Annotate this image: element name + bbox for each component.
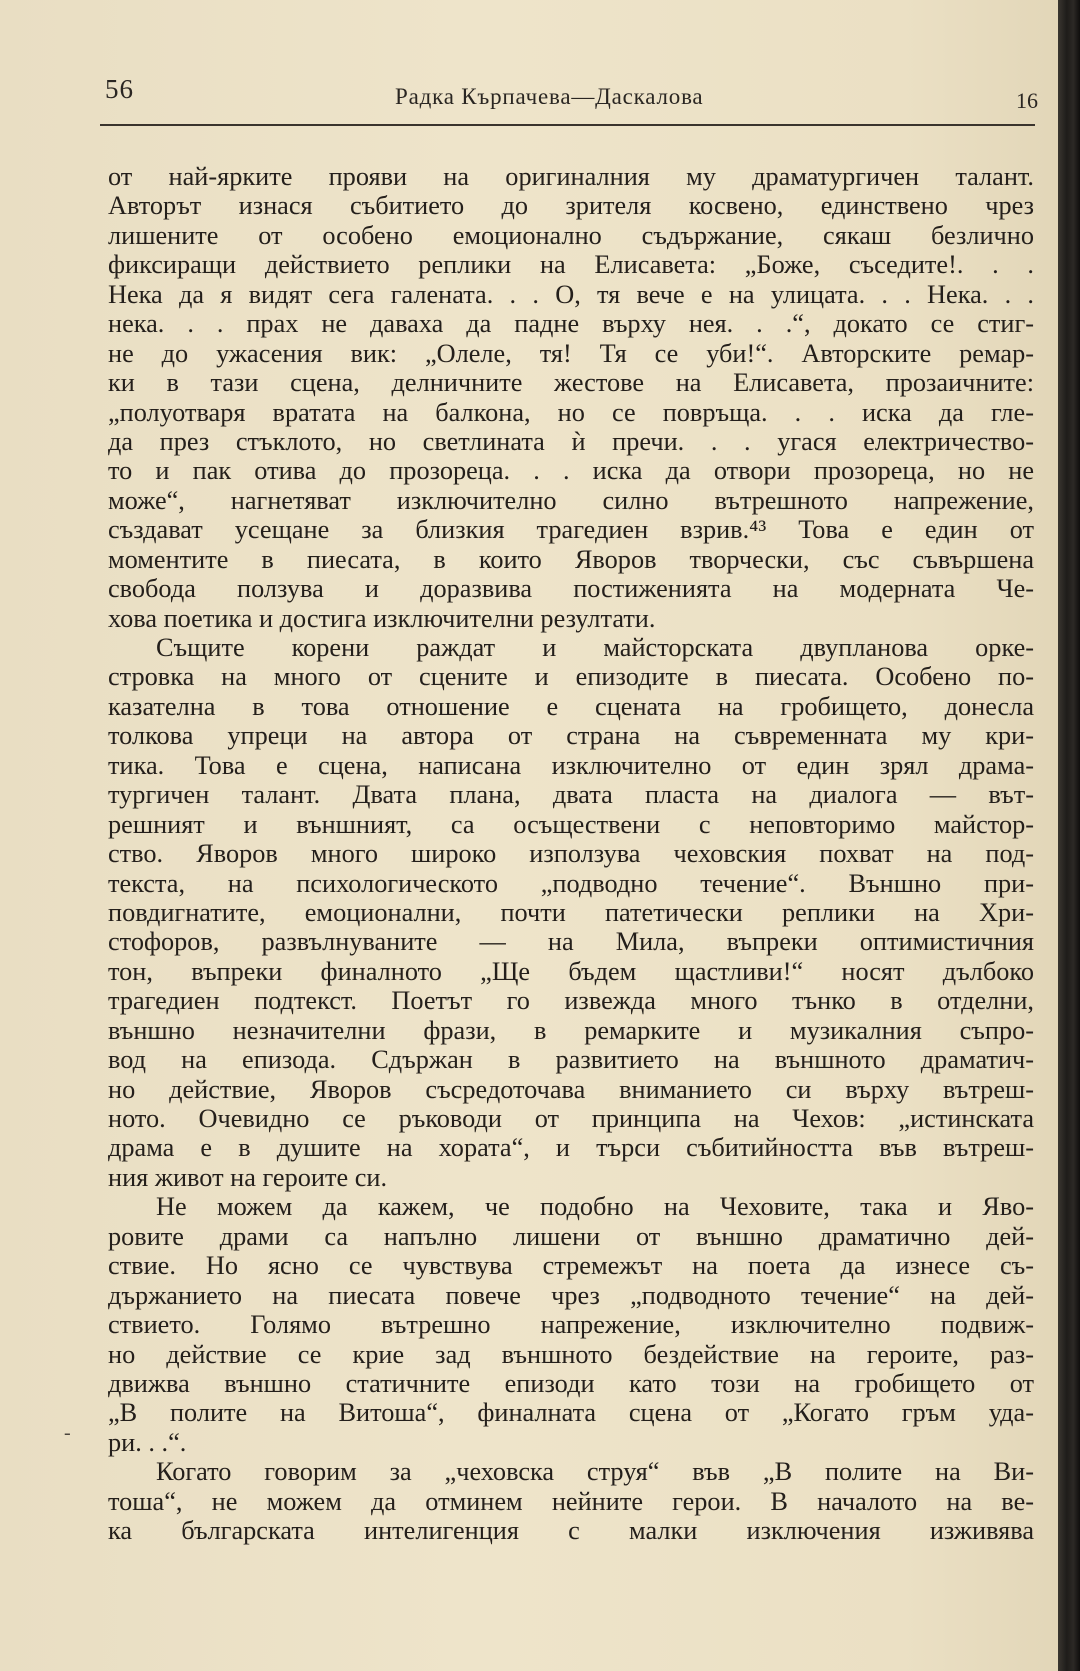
text-line: може“, нагнетяват изключително силно вътрешното напрежение,: [108, 485, 1034, 515]
text-line: тика. Това е сцена, написана изключително от един зрял драма-: [108, 750, 1034, 780]
text-line: нека. . . прах не даваха да падне върху нея. . .“, докато се стиг-: [108, 309, 1034, 339]
text-line: хова поетика и достига изключителни резултати.: [108, 603, 656, 633]
text-line: ното. Очевидно се ръководи от принципа на Чехов: „истинската: [108, 1104, 1034, 1133]
text-line: държанието на пиесата повече чрез „подводното течение“ на дей-: [108, 1280, 1034, 1310]
text-line: ствие. Но ясно се чувствува стремежът на поета да изнесе съ-: [108, 1251, 1034, 1281]
text-line: трагедиен подтекст. Поетът го извежда много тънко в отделни,: [108, 986, 1034, 1016]
text-line: Не можем да кажем, че подобно на Чеховите, така и Яво-: [156, 1192, 1034, 1222]
text-line: Нека да я видят сега галената. . . О, тя вече е на улицата. . . Нека. . .: [108, 279, 1034, 309]
text-line: повдигнатите, емоционални, почти патетически реплики на Хри-: [108, 897, 1034, 927]
text-line: лишените от особено емоционално съдържание, сякаш безлично: [108, 220, 1034, 250]
page-number: 56: [105, 74, 134, 104]
text-line: стровка на много от сцените и епизодите в пиесата. Особено по-: [108, 662, 1034, 692]
text-line: не до ужасения вик: „Олеле, тя! Тя се уби!“. Авторските ремар-: [108, 338, 1034, 368]
text-line: ровите драми са напълно лишени от външно драматично дей-: [108, 1221, 1034, 1251]
text-line: ство. Яворов много широко използува чеховския похват на под-: [108, 839, 1034, 869]
text-line: свобода ползува и доразвива постиженията на модерната Че-: [108, 574, 1034, 604]
text-line: вод на епизода. Сдържан в развитието на външното драматич-: [108, 1045, 1034, 1075]
text-line: тон, въпреки финалното „Ще бъдем щастливи!“ носят дълбоко: [108, 956, 1034, 986]
text-line: Авторът изнася събитието до зрителя косвено, единствено чрез: [108, 191, 1034, 221]
text-line: ка българската интелигенция с малки изключения изживява: [108, 1516, 1034, 1546]
text-line: „В полите на Витоша“, финалната сцена от „Когато гръм уда-: [108, 1398, 1034, 1428]
text-line: ствието. Голямо вътрешно напрежение, изключително подвиж-: [108, 1310, 1034, 1340]
margin-mark: -: [64, 1422, 71, 1444]
text-line: Същите корени раждат и майсторската двупланова орке-: [156, 633, 1034, 662]
text-line: „полуотваря вратата на балкона, но се повръща. . . иска да гле-: [108, 397, 1034, 427]
text-line: ри. . .“.: [108, 1427, 187, 1457]
text-line: да през стъклото, но светлината ѝ пречи. . . угася електричество-: [108, 426, 1034, 456]
text-line: казателна в това отношение е сцената на гробището, донесла: [108, 691, 1034, 721]
sheet-signature-mark: 16: [1016, 88, 1038, 113]
running-head: Радка Кърпачева—Даскалова: [395, 84, 704, 109]
text-line: толкова упреци на автора от страна на съвременната му кри-: [108, 721, 1034, 751]
text-line: то и пак отива до прозореца. . . иска да отвори прозореца, но не: [108, 456, 1034, 486]
text-line: движва външно статичните епизоди като този на гробището от: [108, 1368, 1034, 1398]
header-rule: [100, 124, 1035, 126]
text-line: но действие се крие зад външното бездействие на героите, раз-: [108, 1339, 1034, 1369]
text-line: тургичен талант. Двата плана, двата пласта на диалога — вът-: [108, 780, 1034, 810]
text-line: ния живот на героите си.: [108, 1162, 388, 1192]
text-line: моментите в пиесата, в които Яворов творчески, със съвършена: [108, 544, 1034, 574]
book-spine-shadow: [1058, 0, 1080, 1671]
text-line: ки в тази сцена, делничните жестове на Елисавета, прозаичните:: [108, 368, 1034, 398]
text-line: фиксиращи действието реплики на Елисавета: „Боже, съседите!. . .: [108, 250, 1034, 280]
text-line: решният и външният, са осъществени с неповторимо майстор-: [108, 809, 1034, 839]
text-line: текста, на психологическото „подводно течение“. Външно при-: [108, 868, 1034, 898]
page-header: [0, 70, 1062, 113]
text-line: драма е в душите на хората“, и търси събитийността във вътреш-: [108, 1133, 1034, 1163]
text-line: Когато говорим за „чеховска струя“ във „В полите на Ви-: [156, 1457, 1034, 1487]
body-text: [108, 162, 1034, 1546]
text-line: от най-ярките прояви на оригиналния му драматургичен талант.: [108, 162, 1034, 191]
text-line: създават усещане за близкия трагедиен взрив.⁴³ Това е един от: [108, 515, 1034, 545]
text-line: но действие, Яворов съсредоточава вниманието си върху вътреш-: [108, 1074, 1034, 1104]
text-line: външно незначителни фрази, в ремарките и музикалния съпро-: [108, 1015, 1034, 1045]
text-line: тоша“, не можем да отминем нейните герои. В началото на ве-: [108, 1486, 1034, 1516]
text-line: стофоров, развълнуваните — на Мила, въпреки оптимистичния: [108, 927, 1034, 957]
